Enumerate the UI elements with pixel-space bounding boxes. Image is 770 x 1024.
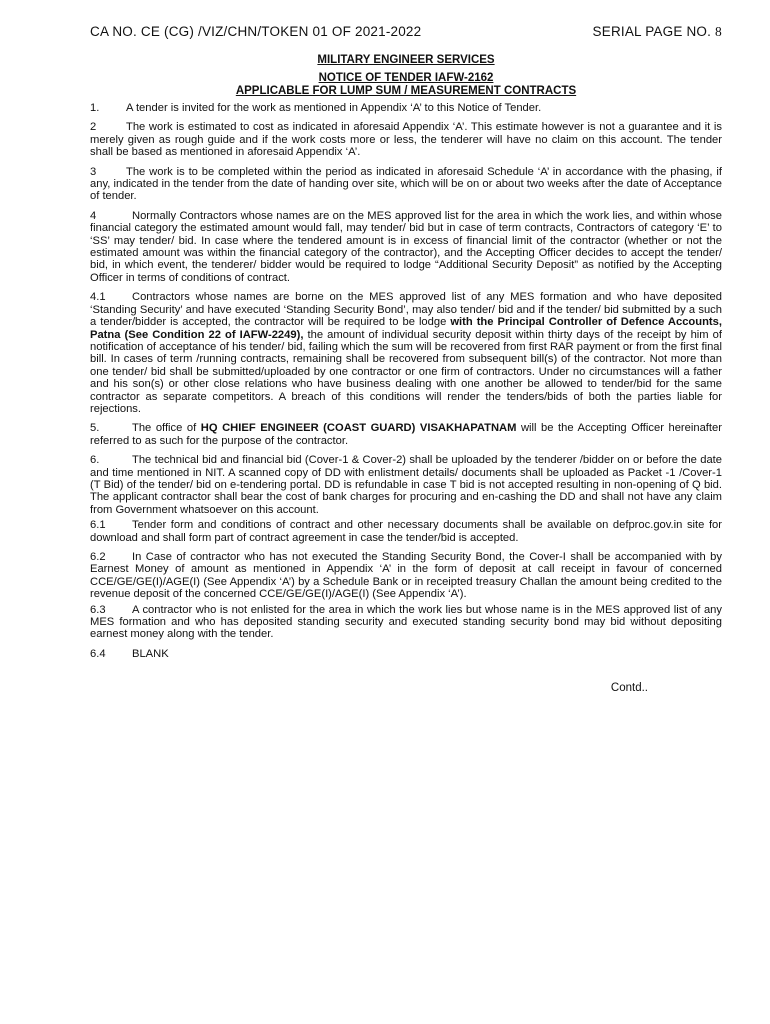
paragraph-2 — [90, 121, 722, 158]
paragraph-3 — [90, 166, 722, 203]
paragraph-text: The work is to be completed within the period as indicated in aforesaid Schedule ‘A’ in accordance with the phasing, if any, indicated in the tender from the date of handing over site, which will be on or about two weeks after the date of Acceptance of tender. — [90, 165, 722, 203]
paragraph-number: 2 — [90, 121, 97, 134]
paragraph-text: A contractor who is not enlisted for the area in which the work lies but whose name is in the MES approved list of any MES formation and who has deposited standing security and executed standing security bond may bid without depositing earnest money along with the tender. — [90, 603, 722, 641]
org-title: MILITARY ENGINEER SERVICES — [317, 54, 495, 66]
paragraph-number: 6.4 — [90, 647, 106, 660]
serial-page — [593, 24, 722, 40]
paragraph-4-1 — [90, 291, 722, 415]
notice-title: NOTICE OF TENDER IAFW-2162 — [318, 72, 494, 84]
paragraph-number: 6.2 — [90, 551, 106, 563]
paragraph-4 — [90, 210, 722, 284]
page-header — [90, 24, 722, 40]
paragraph-text-continued: the amount of individual security deposit within thirty days of the receipt by him of notification of acceptance of his tender/ bid, failing which the sum will be recovered from first RAR payment or from the first final bill. In cases of term /running contracts, remaining shall be recovered from subsequent bill(s) of the contractor. Not more than one tender/ bid shall be submitted/uploaded by one contractor or one firm of contractors. Under no circumstances will a father and his son(s) or other close relations who have business dealing with one another be allowed to tender/bid for the same contractor as separate competitors. A breach of this conditions will render the tenders/bids of both the parties liable for rejections. — [90, 328, 723, 415]
paragraph-number: 1. — [90, 102, 100, 114]
paragraph-text: In Case of contractor who has not executed the Standing Security Bond, the Cover-I shall be accompanied with by Earnest Money of amount as mentioned in Appendix ‘A’ in the form of deposit at call receipt in favour of concerned CCE/GE/GE(I)/AGE(I) (See Appendix ‘A’) by a Schedule Bank or in receipted treasury Challan the amount being credited to the revenue deposit of the concerned CCE/GE/GE(I)/AGE(I) (See Appendix ‘A’). — [90, 551, 722, 601]
applicable-title: APPLICABLE FOR LUMP SUM / MEASUREMENT CONTRACTS — [235, 85, 577, 97]
continued-note: Contd.. — [610, 682, 648, 695]
paragraph-6-3 — [90, 604, 722, 641]
ca-number: CA NO. CE (CG) /VIZ/CHN/TOKEN 01 OF 2021-2022 — [90, 24, 422, 39]
paragraph-text: The office of — [132, 422, 201, 435]
paragraph-text: The technical bid and financial bid (Cover-1 & Cover-2) shall be uploaded by the tenderer /bidder on or before the date and time mentioned in NIT. A scanned copy of DD with enlistment details/ documents shall be uploaded as Packet -1 /Cover-1 (T Bid) of the tender/ bid on e-tendering portal. DD is refundable in case T bid is not accepted resulting in non-opening of Q bid. The applicant contractor shall bear the cost of bank charges for procuring and en-cashing the DD and shall not have any claim from Government whatsoever on this account. — [90, 454, 722, 516]
document-titles — [90, 54, 722, 98]
paragraph-bold-text: HQ CHIEF ENGINEER (COAST GUARD) VISAKHAPATNAM — [200, 422, 517, 435]
paragraph-6-2 — [90, 551, 722, 601]
paragraph-number: 4 — [90, 209, 97, 222]
paragraph-text: BLANK — [132, 647, 169, 660]
serial-page-label: SERIAL PAGE NO. — [592, 24, 712, 39]
paragraph-text: The work is estimated to cost as indicated in aforesaid Appendix ‘A’. This estimate however is not a guarantee and it is merely given as rough guide and if the work costs more or less, the tenderer will have no claim on this account. The tender shall be based as mentioned in aforesaid Appendix ‘A’. — [90, 121, 722, 159]
paragraph-text: A tender is invited for the work as mentioned in Appendix ‘A’ to this Notice of Tender. — [126, 102, 542, 114]
paragraph-bold-text: with the Principal Controller of Defence Accounts, Patna (See Condition 22 of IAFW-2249), — [90, 316, 722, 341]
serial-page-number: 8 — [715, 24, 722, 39]
document-page — [90, 24, 722, 694]
paragraph-5 — [90, 422, 722, 447]
paragraph-number: 3 — [90, 165, 97, 178]
paragraph-1 — [90, 102, 722, 114]
paragraph-text: Contractors whose names are borne on the MES approved list of any MES formation and who have deposited ‘Standing Security’ and have executed ‘Standing Security Bond’, may also tender/ bid and if the tender/ bid submitted by a such a tender/bidder is accepted, the contractor will be required to be lodge — [90, 291, 722, 329]
paragraph-number: 5. — [90, 422, 100, 435]
paragraph-text: Tender form and conditions of contract and other necessary documents shall be available on defproc.gov.in site for download and shall form part of contract agreement in case the tender/bid is accepted. — [90, 519, 722, 544]
paragraph-number: 6. — [90, 454, 100, 467]
paragraph-6-1 — [90, 519, 722, 544]
paragraph-6-4 — [90, 648, 722, 660]
paragraph-text: Normally Contractors whose names are on the MES approved list for the area in which the work lies, and within whose financial category the estimated amount would fall, may tender/ bid but in case of term contracts, Contractors of category ‘E’ to ‘SS’ may tender/ bid. In case where the tendered amount is in excess of financial limit of the contractor (whether or not the estimated amount was within the financial category of the contractor), and the Accepting Officer decides to accept the tender/ bid, in which event, the tenderer/ bidder would be required to lodge “Additional Security Deposit” as notified by the Accepting Officer in terms of conditions of contract. — [90, 209, 722, 284]
paragraph-text-continued: will be the Accepting Officer hereinafter referred to as such for the purpose of the contractor. — [90, 422, 722, 447]
paragraph-6 — [90, 454, 722, 516]
paragraph-number: 4.1 — [90, 291, 106, 304]
paragraph-number: 6.3 — [90, 603, 106, 616]
paragraph-number: 6.1 — [90, 519, 106, 532]
